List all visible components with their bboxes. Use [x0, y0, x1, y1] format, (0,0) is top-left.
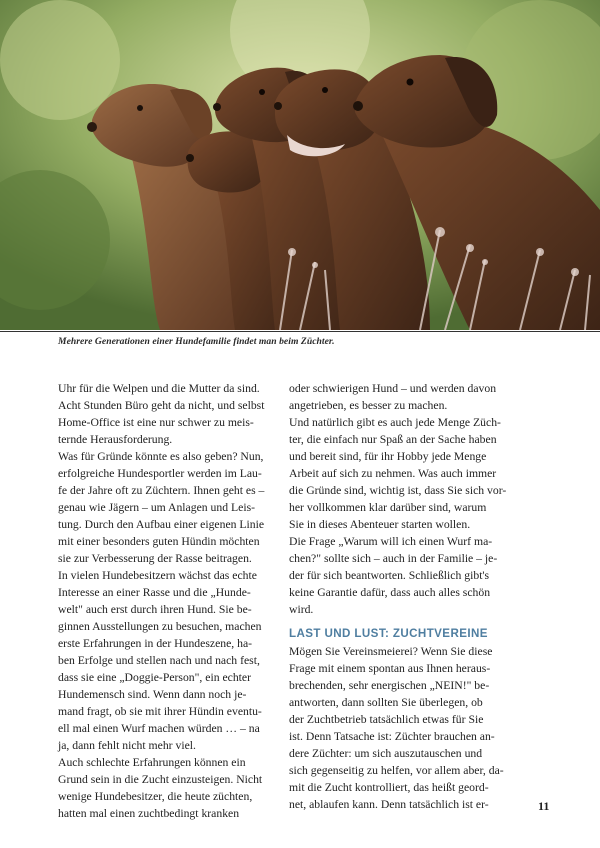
text-line: keine Garantie dafür, dass auch alles schön — [289, 586, 491, 599]
text-line: Die Frage „Warum will ich einen Wurf ma- — [289, 535, 493, 548]
dogs-photo — [0, 0, 600, 330]
text-line: ja, dann fehlt nicht mehr viel. — [58, 739, 196, 752]
text-line: ginnen Ausstellungen zu besuchen, machen — [58, 620, 262, 633]
left-column — [58, 380, 288, 822]
text-line: mit die Zucht kontrolliert, das heißt geord- — [289, 781, 489, 794]
text-line: fe der Jahre oft zu Züchtern. Ihnen geht es – — [58, 484, 265, 497]
text-line: hatten mal einen zuchtbedingt kranken — [58, 807, 240, 820]
text-line: chen?" sollte sich – auch in der Familie – je- — [289, 552, 498, 565]
text-line: Uhr für die Welpen und die Mutter da sind. — [58, 382, 260, 395]
section-heading: LAST UND LUST: ZUCHTVEREINE — [289, 627, 488, 640]
text-line: net, ablaufen kann. Denn tatsächlich ist er- — [289, 798, 489, 811]
text-line: Grund sein in die Zucht einzusteigen. Nicht — [58, 773, 263, 786]
text-line: erfolgreiche Hundesportler werden im Lau- — [58, 467, 262, 480]
text-line: dere Züchter: um sich auszutauschen und — [289, 747, 483, 760]
caption-divider — [0, 331, 600, 332]
dogs-illustration — [0, 0, 600, 330]
text-line: ell mal einen Wurf machen würden … – na — [58, 722, 260, 735]
text-line: Auch schlechte Erfahrungen können ein — [58, 756, 246, 769]
photo-caption: Mehrere Generationen einer Hundefamilie findet man beim Züchter. — [58, 336, 335, 347]
text-line: her vollkommen klar darüber sind, warum — [289, 501, 487, 514]
text-line: Und natürlich gibt es auch jede Menge Züch- — [289, 416, 501, 429]
text-line: ben Erfolge und stellen nach und nach fest, — [58, 654, 260, 667]
text-line: Was für Gründe könnte es also geben? Nun, — [58, 450, 264, 463]
right-column — [289, 380, 521, 813]
text-line: wenige Hundebesitzer, die heute züchten, — [58, 790, 253, 803]
text-line: die Gründe sind, wichtig ist, dass Sie sich vor- — [289, 484, 507, 497]
text-line: der für sich beantworten. Schließlich gibt's — [289, 569, 490, 582]
text-line: wird. — [289, 603, 314, 616]
text-line: ter, die einfach nur Spaß an der Sache haben — [289, 433, 497, 446]
text-line: mand fragt, ob sie mit ihrer Hündin eventu- — [58, 705, 262, 718]
text-line: oder schwierigen Hund – und werden davon — [289, 382, 497, 395]
text-line: ist. Denn Tatsache ist: Züchter brauchen an- — [289, 730, 495, 743]
text-line: Interesse an einer Rasse und die „Hunde- — [58, 586, 251, 599]
right-column-intro — [289, 380, 521, 618]
text-line: Home-Office ist eine nur schwer zu meis- — [58, 416, 254, 429]
text-line: mit einer besonders guten Hündin möchten — [58, 535, 260, 548]
text-line: dass sie eine „Doggie-Person", ein echter — [58, 671, 252, 684]
text-line: Acht Stunden Büro geht da nicht, und selbst — [58, 399, 265, 412]
text-line: sie zur Verbesserung der Rasse beitragen. — [58, 552, 252, 565]
text-line: angetrieben, es besser zu machen. — [289, 399, 448, 412]
text-line: ternde Herausforderung. — [58, 433, 173, 446]
text-line: In vielen Hundebesitzern wächst das echte — [58, 569, 257, 582]
text-line: welt" auch erst durch ihren Hund. Sie be- — [58, 603, 252, 616]
text-line: Sie in dieses Abenteuer starten wollen. — [289, 518, 471, 531]
text-line: und bereit sind, für ihr Hobby jede Menge — [289, 450, 487, 463]
text-line: Frage mit einem spontan aus Ihnen heraus- — [289, 662, 491, 675]
text-line: Arbeit auf sich zu nehmen. Was auch immer — [289, 467, 497, 480]
text-line: Mögen Sie Vereinsmeierei? Wenn Sie diese — [289, 645, 493, 658]
text-line: brechenden, sehr energischen „NEIN!" be- — [289, 679, 490, 692]
text-line: sich gegenseitig zu helfen, vor allem aber, da- — [289, 764, 504, 777]
text-line: tung. Durch den Aufbau einer eigenen Linie — [58, 518, 265, 531]
text-line: erste Erfahrungen in der Hundeszene, ha- — [58, 637, 253, 650]
text-line: Hundemensch sind. Wenn dann noch je- — [58, 688, 247, 701]
text-line: antworten, dann sollten Sie überlegen, ob — [289, 696, 483, 709]
right-column-section-text — [289, 643, 521, 813]
text-line: der Zuchtbetrieb tatsächlich etwas für Sie — [289, 713, 484, 726]
page-number: 11 — [538, 799, 550, 813]
text-line: genau wie Jägern – um Anlagen und Leis- — [58, 501, 256, 514]
